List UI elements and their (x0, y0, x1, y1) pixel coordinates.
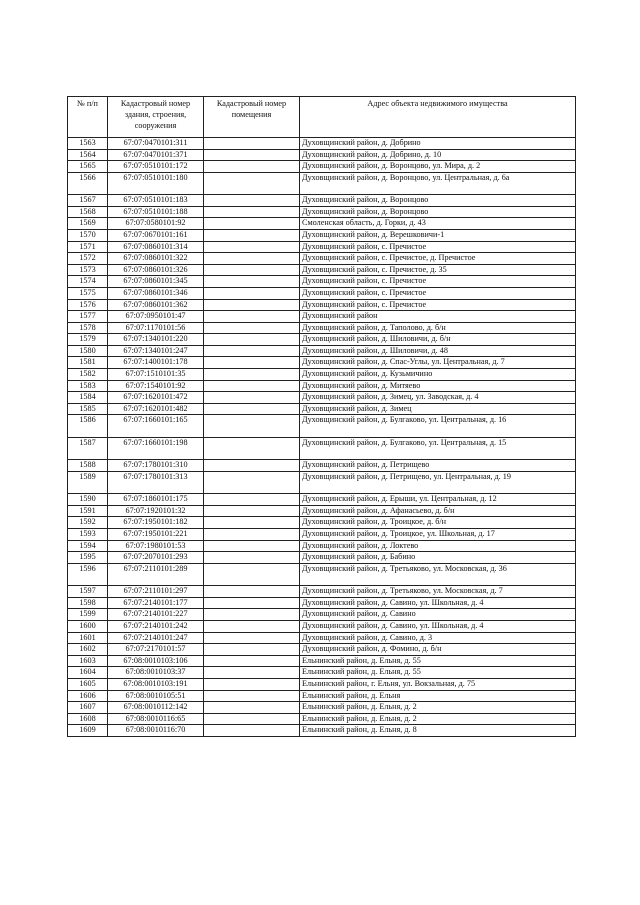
cadastral-room-number (204, 563, 300, 585)
cadastral-building-number: 67:07:1920101:32 (108, 505, 204, 517)
cadastral-room-number (204, 206, 300, 218)
cadastral-building-number: 67:07:0580101:92 (108, 218, 204, 230)
table-row (68, 369, 576, 381)
row-number: 1593 (68, 529, 108, 541)
cadastral-room-number (204, 276, 300, 288)
table-row (68, 505, 576, 517)
row-number: 1573 (68, 264, 108, 276)
table-row (68, 517, 576, 529)
property-address: Духовщинский район, д. Троицкое, ул. Школьная, д. 17 (300, 529, 576, 541)
table-row (68, 345, 576, 357)
cadastral-room-number (204, 253, 300, 265)
cadastral-building-number: 67:07:1170101:56 (108, 322, 204, 334)
row-number: 1570 (68, 229, 108, 241)
table-row (68, 138, 576, 150)
row-number: 1594 (68, 540, 108, 552)
property-address: Духовщинский район, с. Пречистое (300, 287, 576, 299)
cadastral-room-number (204, 529, 300, 541)
cadastral-building-number: 67:07:0510101:188 (108, 206, 204, 218)
cadastral-building-number: 67:07:0670101:161 (108, 229, 204, 241)
table-row (68, 392, 576, 404)
row-number: 1576 (68, 299, 108, 311)
property-address: Духовщинский район, д. Воронцово, ул. Центральная, д. 6а (300, 172, 576, 194)
row-number: 1569 (68, 218, 108, 230)
property-address: Духовщинский район, д. Бабино (300, 552, 576, 564)
property-address: Духовщинский район, с. Пречистое, д. Пречистое (300, 253, 576, 265)
row-number: 1568 (68, 206, 108, 218)
property-address: Духовщинский район, д. Булгаково, ул. Центральная, д. 15 (300, 437, 576, 459)
table-row (68, 195, 576, 207)
property-address: Ельнинский район, д. Ельня, д. 8 (300, 725, 576, 737)
table-row (68, 403, 576, 415)
row-number: 1605 (68, 678, 108, 690)
property-address: Духовщинский район, д. Локтево (300, 540, 576, 552)
property-address: Духовщинский район, д. Воронцово (300, 206, 576, 218)
row-number: 1580 (68, 345, 108, 357)
cadastral-building-number: 67:08:0010103:106 (108, 655, 204, 667)
table-row (68, 713, 576, 725)
row-number: 1574 (68, 276, 108, 288)
cadastral-building-number: 67:07:0470101:371 (108, 149, 204, 161)
property-address: Духовщинский район, д. Савино (300, 609, 576, 621)
cadastral-room-number (204, 149, 300, 161)
cadastral-building-number: 67:08:0010103:37 (108, 667, 204, 679)
cadastral-building-number: 67:07:1780101:310 (108, 460, 204, 472)
table-row (68, 380, 576, 392)
row-number: 1608 (68, 713, 108, 725)
cadastral-room-number (204, 540, 300, 552)
table-row (68, 552, 576, 564)
table-row (68, 334, 576, 346)
table-row (68, 632, 576, 644)
row-number: 1585 (68, 403, 108, 415)
table-row (68, 287, 576, 299)
row-number: 1592 (68, 517, 108, 529)
cadastral-room-number (204, 357, 300, 369)
property-address: Духовщинский район, д. Зимец (300, 403, 576, 415)
table-row (68, 690, 576, 702)
property-address: Духовщинский район, д. Савино, ул. Школьная, д. 4 (300, 620, 576, 632)
table-row (68, 299, 576, 311)
header-row (68, 97, 576, 138)
cadastral-room-number (204, 415, 300, 437)
cadastral-room-number (204, 632, 300, 644)
cadastral-building-number: 67:07:1780101:313 (108, 471, 204, 493)
property-address: Духовщинский район, д. Шиловичи, д. б/н (300, 334, 576, 346)
table-row (68, 357, 576, 369)
table-row (68, 149, 576, 161)
table-row (68, 529, 576, 541)
property-address: Духовщинский район, д. Савино, д. 3 (300, 632, 576, 644)
cadastral-room-number (204, 713, 300, 725)
row-number: 1601 (68, 632, 108, 644)
property-address: Ельнинский район, д. Ельня (300, 690, 576, 702)
table-row (68, 597, 576, 609)
cadastral-building-number: 67:07:1950101:182 (108, 517, 204, 529)
cadastral-building-number: 67:07:0510101:172 (108, 161, 204, 173)
table-row (68, 620, 576, 632)
cadastral-building-number: 67:07:0860101:345 (108, 276, 204, 288)
table-row (68, 563, 576, 585)
row-number: 1571 (68, 241, 108, 253)
row-number: 1606 (68, 690, 108, 702)
cadastral-room-number (204, 505, 300, 517)
cadastral-room-number (204, 299, 300, 311)
table-row (68, 667, 576, 679)
cadastral-building-number: 67:08:0010116:70 (108, 725, 204, 737)
table-row (68, 437, 576, 459)
row-number: 1596 (68, 563, 108, 585)
table-row (68, 276, 576, 288)
row-number: 1600 (68, 620, 108, 632)
property-address: Духовщинский район, д. Ерыши, ул. Центральная, д. 12 (300, 494, 576, 506)
table-header (68, 97, 576, 138)
cadastral-building-number: 67:07:0860101:346 (108, 287, 204, 299)
row-number: 1577 (68, 311, 108, 323)
cadastral-room-number (204, 655, 300, 667)
row-number: 1565 (68, 161, 108, 173)
table-row (68, 494, 576, 506)
cadastral-building-number: 67:07:1340101:247 (108, 345, 204, 357)
property-address: Ельнинский район, д. Ельня, д. 2 (300, 713, 576, 725)
table-row (68, 229, 576, 241)
property-address: Духовщинский район, д. Добрино (300, 138, 576, 150)
row-number: 1563 (68, 138, 108, 150)
cadastral-building-number: 67:07:0950101:47 (108, 311, 204, 323)
table-row (68, 322, 576, 334)
property-address: Духовщинский район, д. Савино, ул. Школьная, д. 4 (300, 597, 576, 609)
property-address: Духовщинский район, д. Митяево (300, 380, 576, 392)
header-cadastral-building: Кадастровый номер здания, строения, сооружения (108, 97, 204, 138)
row-number: 1575 (68, 287, 108, 299)
cadastral-building-number: 67:07:2140101:227 (108, 609, 204, 621)
row-number: 1584 (68, 392, 108, 404)
cadastral-building-number: 67:07:2070101:293 (108, 552, 204, 564)
property-address: Ельнинский район, д. Ельня, д. 55 (300, 667, 576, 679)
cadastral-room-number (204, 334, 300, 346)
cadastral-building-number: 67:07:1510101:35 (108, 369, 204, 381)
property-address: Духовщинский район (300, 311, 576, 323)
row-number: 1567 (68, 195, 108, 207)
property-address: Духовщинский район, д. Зимец, ул. Заводская, д. 4 (300, 392, 576, 404)
cadastral-room-number (204, 460, 300, 472)
cadastral-room-number (204, 161, 300, 173)
cadastral-room-number (204, 241, 300, 253)
cadastral-building-number: 67:08:0010105:51 (108, 690, 204, 702)
table-row (68, 586, 576, 598)
cadastral-room-number (204, 403, 300, 415)
cadastral-building-number: 67:07:2110101:289 (108, 563, 204, 585)
row-number: 1595 (68, 552, 108, 564)
cadastral-building-number: 67:07:1620101:472 (108, 392, 204, 404)
row-number: 1586 (68, 415, 108, 437)
table-row (68, 253, 576, 265)
cadastral-building-number: 67:07:1860101:175 (108, 494, 204, 506)
cadastral-building-number: 67:07:1620101:482 (108, 403, 204, 415)
row-number: 1591 (68, 505, 108, 517)
cadastral-room-number (204, 678, 300, 690)
property-address: Духовщинский район, д. Шиловичи, д. 48 (300, 345, 576, 357)
cadastral-room-number (204, 322, 300, 334)
cadastral-room-number (204, 586, 300, 598)
property-address: Ельнинский район, г. Ельня, ул. Вокзальная, д. 75 (300, 678, 576, 690)
cadastral-building-number: 67:07:1950101:221 (108, 529, 204, 541)
cadastral-room-number (204, 264, 300, 276)
property-address: Духовщинский район, с. Пречистое (300, 241, 576, 253)
cadastral-room-number (204, 644, 300, 656)
row-number: 1602 (68, 644, 108, 656)
property-address: Духовщинский район, д. Петрищево (300, 460, 576, 472)
header-num: № п/п (68, 97, 108, 138)
table-body (68, 138, 576, 737)
property-address: Духовщинский район, с. Пречистое, д. 35 (300, 264, 576, 276)
property-address: Ельнинский район, д. Ельня, д. 2 (300, 702, 576, 714)
cadastral-room-number (204, 471, 300, 493)
property-address: Духовщинский район, д. Воронцово, ул. Мира, д. 2 (300, 161, 576, 173)
cadastral-building-number: 67:07:0470101:311 (108, 138, 204, 150)
property-address: Духовщинский район, д. Петрищево, ул. Центральная, д. 19 (300, 471, 576, 493)
property-address: Ельнинский район, д. Ельня, д. 55 (300, 655, 576, 667)
cadastral-building-number: 67:07:0510101:183 (108, 195, 204, 207)
cadastral-building-number: 67:08:0010112:142 (108, 702, 204, 714)
cadastral-room-number (204, 369, 300, 381)
table-row (68, 161, 576, 173)
row-number: 1598 (68, 597, 108, 609)
table-row (68, 460, 576, 472)
property-address: Духовщинский район, д. Воронцово (300, 195, 576, 207)
cadastral-room-number (204, 609, 300, 621)
cadastral-room-number (204, 517, 300, 529)
table-row (68, 644, 576, 656)
table-row (68, 206, 576, 218)
row-number: 1590 (68, 494, 108, 506)
table-row (68, 311, 576, 323)
table-row (68, 702, 576, 714)
row-number: 1564 (68, 149, 108, 161)
table-row (68, 609, 576, 621)
row-number: 1583 (68, 380, 108, 392)
cadastral-room-number (204, 702, 300, 714)
row-number: 1609 (68, 725, 108, 737)
cadastral-building-number: 67:07:1660101:165 (108, 415, 204, 437)
property-address: Духовщинский район, д. Фомино, д. б/н (300, 644, 576, 656)
cadastral-room-number (204, 218, 300, 230)
cadastral-room-number (204, 690, 300, 702)
cadastral-building-number: 67:08:0010103:191 (108, 678, 204, 690)
cadastral-building-number: 67:07:0860101:362 (108, 299, 204, 311)
property-address: Духовщинский район, д. Третьяково, ул. Московская, д. 36 (300, 563, 576, 585)
cadastral-room-number (204, 195, 300, 207)
cadastral-building-number: 67:07:1540101:92 (108, 380, 204, 392)
property-address: Духовщинский район, с. Пречистое (300, 299, 576, 311)
row-number: 1587 (68, 437, 108, 459)
cadastral-building-number: 67:07:1980101:53 (108, 540, 204, 552)
cadastral-building-number: 67:07:2170101:57 (108, 644, 204, 656)
cadastral-building-number: 67:07:2140101:177 (108, 597, 204, 609)
cadastral-building-number: 67:07:2140101:247 (108, 632, 204, 644)
property-address: Духовщинский район, д. Верешковичи-1 (300, 229, 576, 241)
row-number: 1582 (68, 369, 108, 381)
cadastral-room-number (204, 597, 300, 609)
row-number: 1581 (68, 357, 108, 369)
cadastral-building-number: 67:08:0010116:65 (108, 713, 204, 725)
table-row (68, 264, 576, 276)
cadastral-building-number: 67:07:2140101:242 (108, 620, 204, 632)
property-address: Духовщинский район, с. Пречистое (300, 276, 576, 288)
cadastral-room-number (204, 437, 300, 459)
cadastral-room-number (204, 172, 300, 194)
table-row (68, 241, 576, 253)
property-address: Духовщинский район, д. Афанасьево, д. б/н (300, 505, 576, 517)
row-number: 1588 (68, 460, 108, 472)
cadastral-room-number (204, 345, 300, 357)
row-number: 1578 (68, 322, 108, 334)
row-number: 1607 (68, 702, 108, 714)
cadastral-room-number (204, 138, 300, 150)
row-number: 1603 (68, 655, 108, 667)
table-row (68, 172, 576, 194)
cadastral-room-number (204, 725, 300, 737)
property-address: Духовщинский район, д. Булгаково, ул. Центральная, д. 16 (300, 415, 576, 437)
header-cadastral-room: Кадастровый номер помещения (204, 97, 300, 138)
cadastral-room-number (204, 311, 300, 323)
cadastral-building-number: 67:07:0860101:326 (108, 264, 204, 276)
table-row (68, 540, 576, 552)
property-register-table (67, 96, 576, 737)
cadastral-room-number (204, 494, 300, 506)
cadastral-room-number (204, 229, 300, 241)
table-row (68, 678, 576, 690)
cadastral-room-number (204, 620, 300, 632)
property-address: Духовщинский район, д. Третьяково, ул. Московская, д. 7 (300, 586, 576, 598)
cadastral-building-number: 67:07:1660101:198 (108, 437, 204, 459)
cadastral-building-number: 67:07:0860101:314 (108, 241, 204, 253)
table-row (68, 415, 576, 437)
row-number: 1579 (68, 334, 108, 346)
cadastral-room-number (204, 392, 300, 404)
property-address: Духовщинский район, д. Добрино, д. 10 (300, 149, 576, 161)
cadastral-building-number: 67:07:1400101:178 (108, 357, 204, 369)
property-address: Духовщинский район, д. Таполово, д. б/н (300, 322, 576, 334)
table-row (68, 471, 576, 493)
cadastral-room-number (204, 667, 300, 679)
cadastral-room-number (204, 380, 300, 392)
cadastral-building-number: 67:07:0860101:322 (108, 253, 204, 265)
table-row (68, 655, 576, 667)
cadastral-room-number (204, 287, 300, 299)
header-address: Адрес объекта недвижимого имущества (300, 97, 576, 138)
row-number: 1599 (68, 609, 108, 621)
table-row (68, 725, 576, 737)
cadastral-building-number: 67:07:2110101:297 (108, 586, 204, 598)
property-address: Духовщинский район, д. Кузьмичино (300, 369, 576, 381)
row-number: 1572 (68, 253, 108, 265)
row-number: 1597 (68, 586, 108, 598)
cadastral-room-number (204, 552, 300, 564)
cadastral-building-number: 67:07:0510101:180 (108, 172, 204, 194)
row-number: 1589 (68, 471, 108, 493)
table-row (68, 218, 576, 230)
cadastral-building-number: 67:07:1340101:220 (108, 334, 204, 346)
property-address: Духовщинский район, д. Спас-Углы, ул. Центральная, д. 7 (300, 357, 576, 369)
property-address: Духовщинский район, д. Троицкое, д. б/н (300, 517, 576, 529)
property-address: Смоленская область, д. Горки, д. 43 (300, 218, 576, 230)
row-number: 1566 (68, 172, 108, 194)
row-number: 1604 (68, 667, 108, 679)
